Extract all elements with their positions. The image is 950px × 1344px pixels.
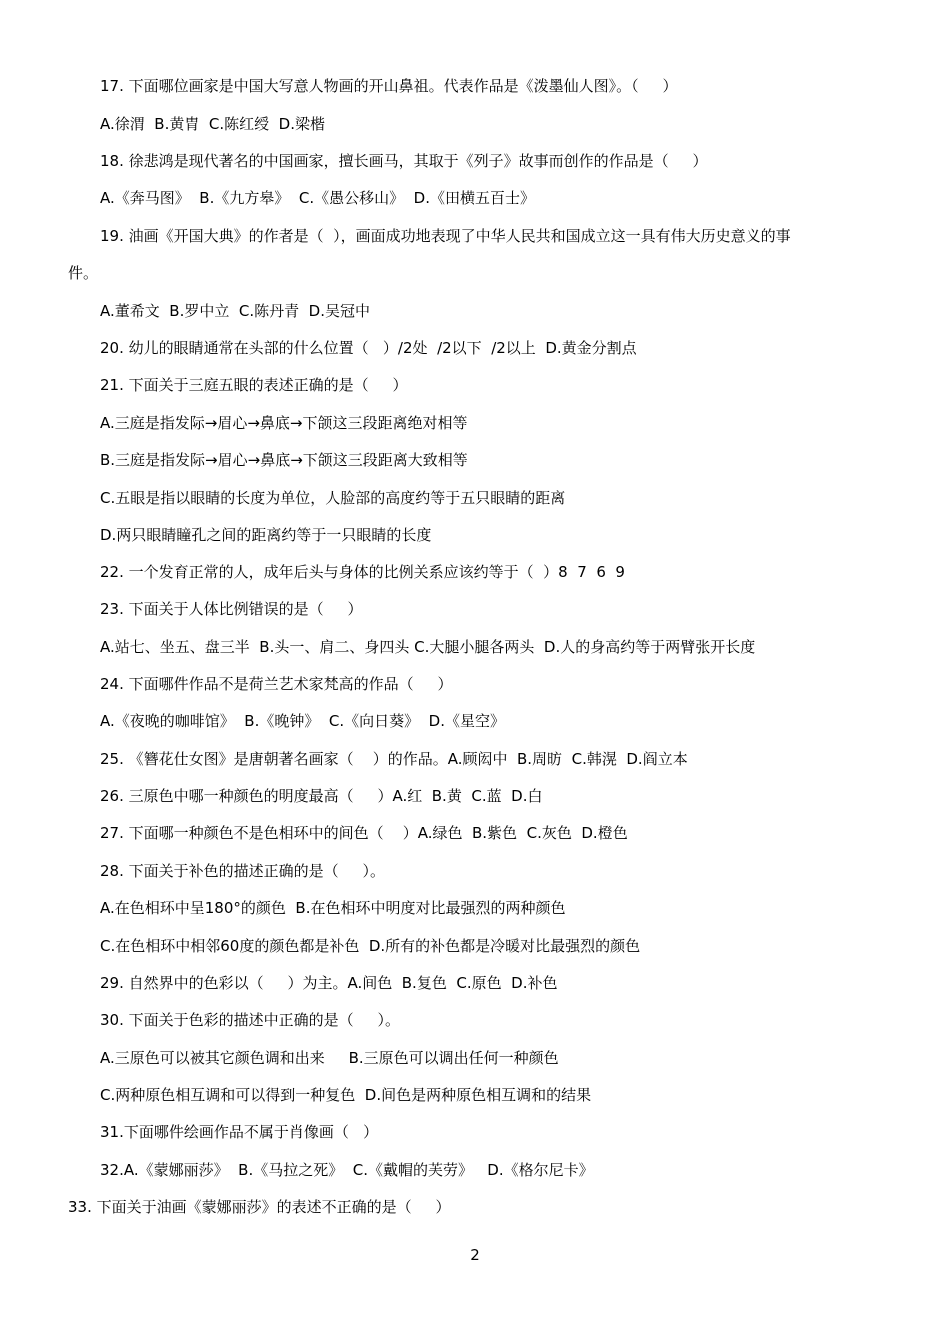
options-28-ab: A.在色相环中呈180°的颜色 B.在色相环中明度对比最强烈的两种颜色	[100, 899, 566, 917]
options-30-cd: C.两种原色相互调和可以得到一种复色 D.间色是两种原色相互调和的结果	[100, 1086, 592, 1104]
question-21: 21. 下面关于三庭五眼的表述正确的是（ ）	[100, 376, 408, 394]
option-21-b: B.三庭是指发际→眉心→鼻底→下颌这三段距离大致相等	[100, 451, 468, 469]
options-30-ab: A.三原色可以被其它颜色调和出来 B.三原色可以调出任何一种颜色	[100, 1049, 559, 1067]
question-26: 26. 三原色中哪一种颜色的明度最高（ ）A.红 B.黄 C.蓝 D.白	[100, 787, 543, 805]
question-23: 23. 下面关于人体比例错误的是（ ）	[100, 600, 363, 618]
option-21-c: C.五眼是指以眼睛的长度为单位，人脸部的高度约等于五只眼睛的距离	[100, 489, 566, 507]
question-19-continuation: 件。	[68, 264, 99, 282]
question-24: 24. 下面哪件作品不是荷兰艺术家梵高的作品（ ）	[100, 675, 453, 693]
question-28: 28. 下面关于补色的描述正确的是（ ）。	[100, 862, 385, 880]
question-19: 19. 油画《开国大典》的作者是（ ），画面成功地表现了中华人民共和国成立这一具有伟大历史意义的事	[100, 227, 791, 245]
options-24: A.《夜晚的咖啡馆》 B.《晚钟》 C.《向日葵》 D.《星空》	[100, 712, 505, 730]
options-18: A.《奔马图》 B.《九方皋》 C.《愚公移山》 D.《田横五百士》	[100, 189, 535, 207]
question-32: 32.A.《蒙娜丽莎》 B.《马拉之死》 C.《戴帽的芙劳》 D.《格尔尼卡》	[100, 1161, 594, 1179]
question-31: 31.下面哪件绘画作品不属于肖像画（ ）	[100, 1123, 379, 1141]
option-21-d: D.两只眼睛瞳孔之间的距离约等于一只眼睛的长度	[100, 526, 432, 544]
question-30: 30. 下面关于色彩的描述中正确的是（ ）。	[100, 1011, 400, 1029]
question-25: 25. 《簪花仕女图》是唐朝著名画家（ ）的作品。A.顾闳中 B.周昉 C.韩滉 D.阎立本	[100, 750, 688, 768]
page-number: 2	[470, 1246, 480, 1264]
question-33: 33. 下面关于油画《蒙娜丽莎》的表述不正确的是（ ）	[68, 1198, 451, 1216]
question-17: 17. 下面哪位画家是中国大写意人物画的开山鼻祖。代表作品是《泼墨仙人图》。（ ）	[100, 77, 678, 95]
question-18: 18. 徐悲鸿是现代著名的中国画家，擅长画马，其取于《列子》故事而创作的作品是（ ）	[100, 152, 708, 170]
options-28-cd: C.在色相环中相邻60度的颜色都是补色 D.所有的补色都是冷暖对比最强烈的颜色	[100, 937, 641, 955]
question-20: 20. 幼儿的眼睛通常在头部的什么位置（ ）/2处 /2以下 /2以上 D.黄金分割点	[100, 339, 637, 357]
question-27: 27. 下面哪一种颜色不是色相环中的间色（ ）A.绿色 B.紫色 C.灰色 D.橙色	[100, 824, 628, 842]
option-21-a: A.三庭是指发际→眉心→鼻底→下颌这三段距离绝对相等	[100, 414, 468, 432]
options-23: A.站七、坐五、盘三半 B.头一、肩二、身四头 C.大腿小腿各两头 D.人的身高约等于两臂张开长度	[100, 638, 756, 656]
options-17: A.徐渭 B.黄胄 C.陈红绶 D.梁楷	[100, 115, 325, 133]
question-22: 22. 一个发育正常的人，成年后头与身体的比例关系应该约等于（ ）8 7 6 9	[100, 563, 625, 581]
options-19: A.董希文 B.罗中立 C.陈丹青 D.吴冠中	[100, 302, 370, 320]
question-29: 29. 自然界中的色彩以（ ）为主。A.间色 B.复色 C.原色 D.补色	[100, 974, 558, 992]
